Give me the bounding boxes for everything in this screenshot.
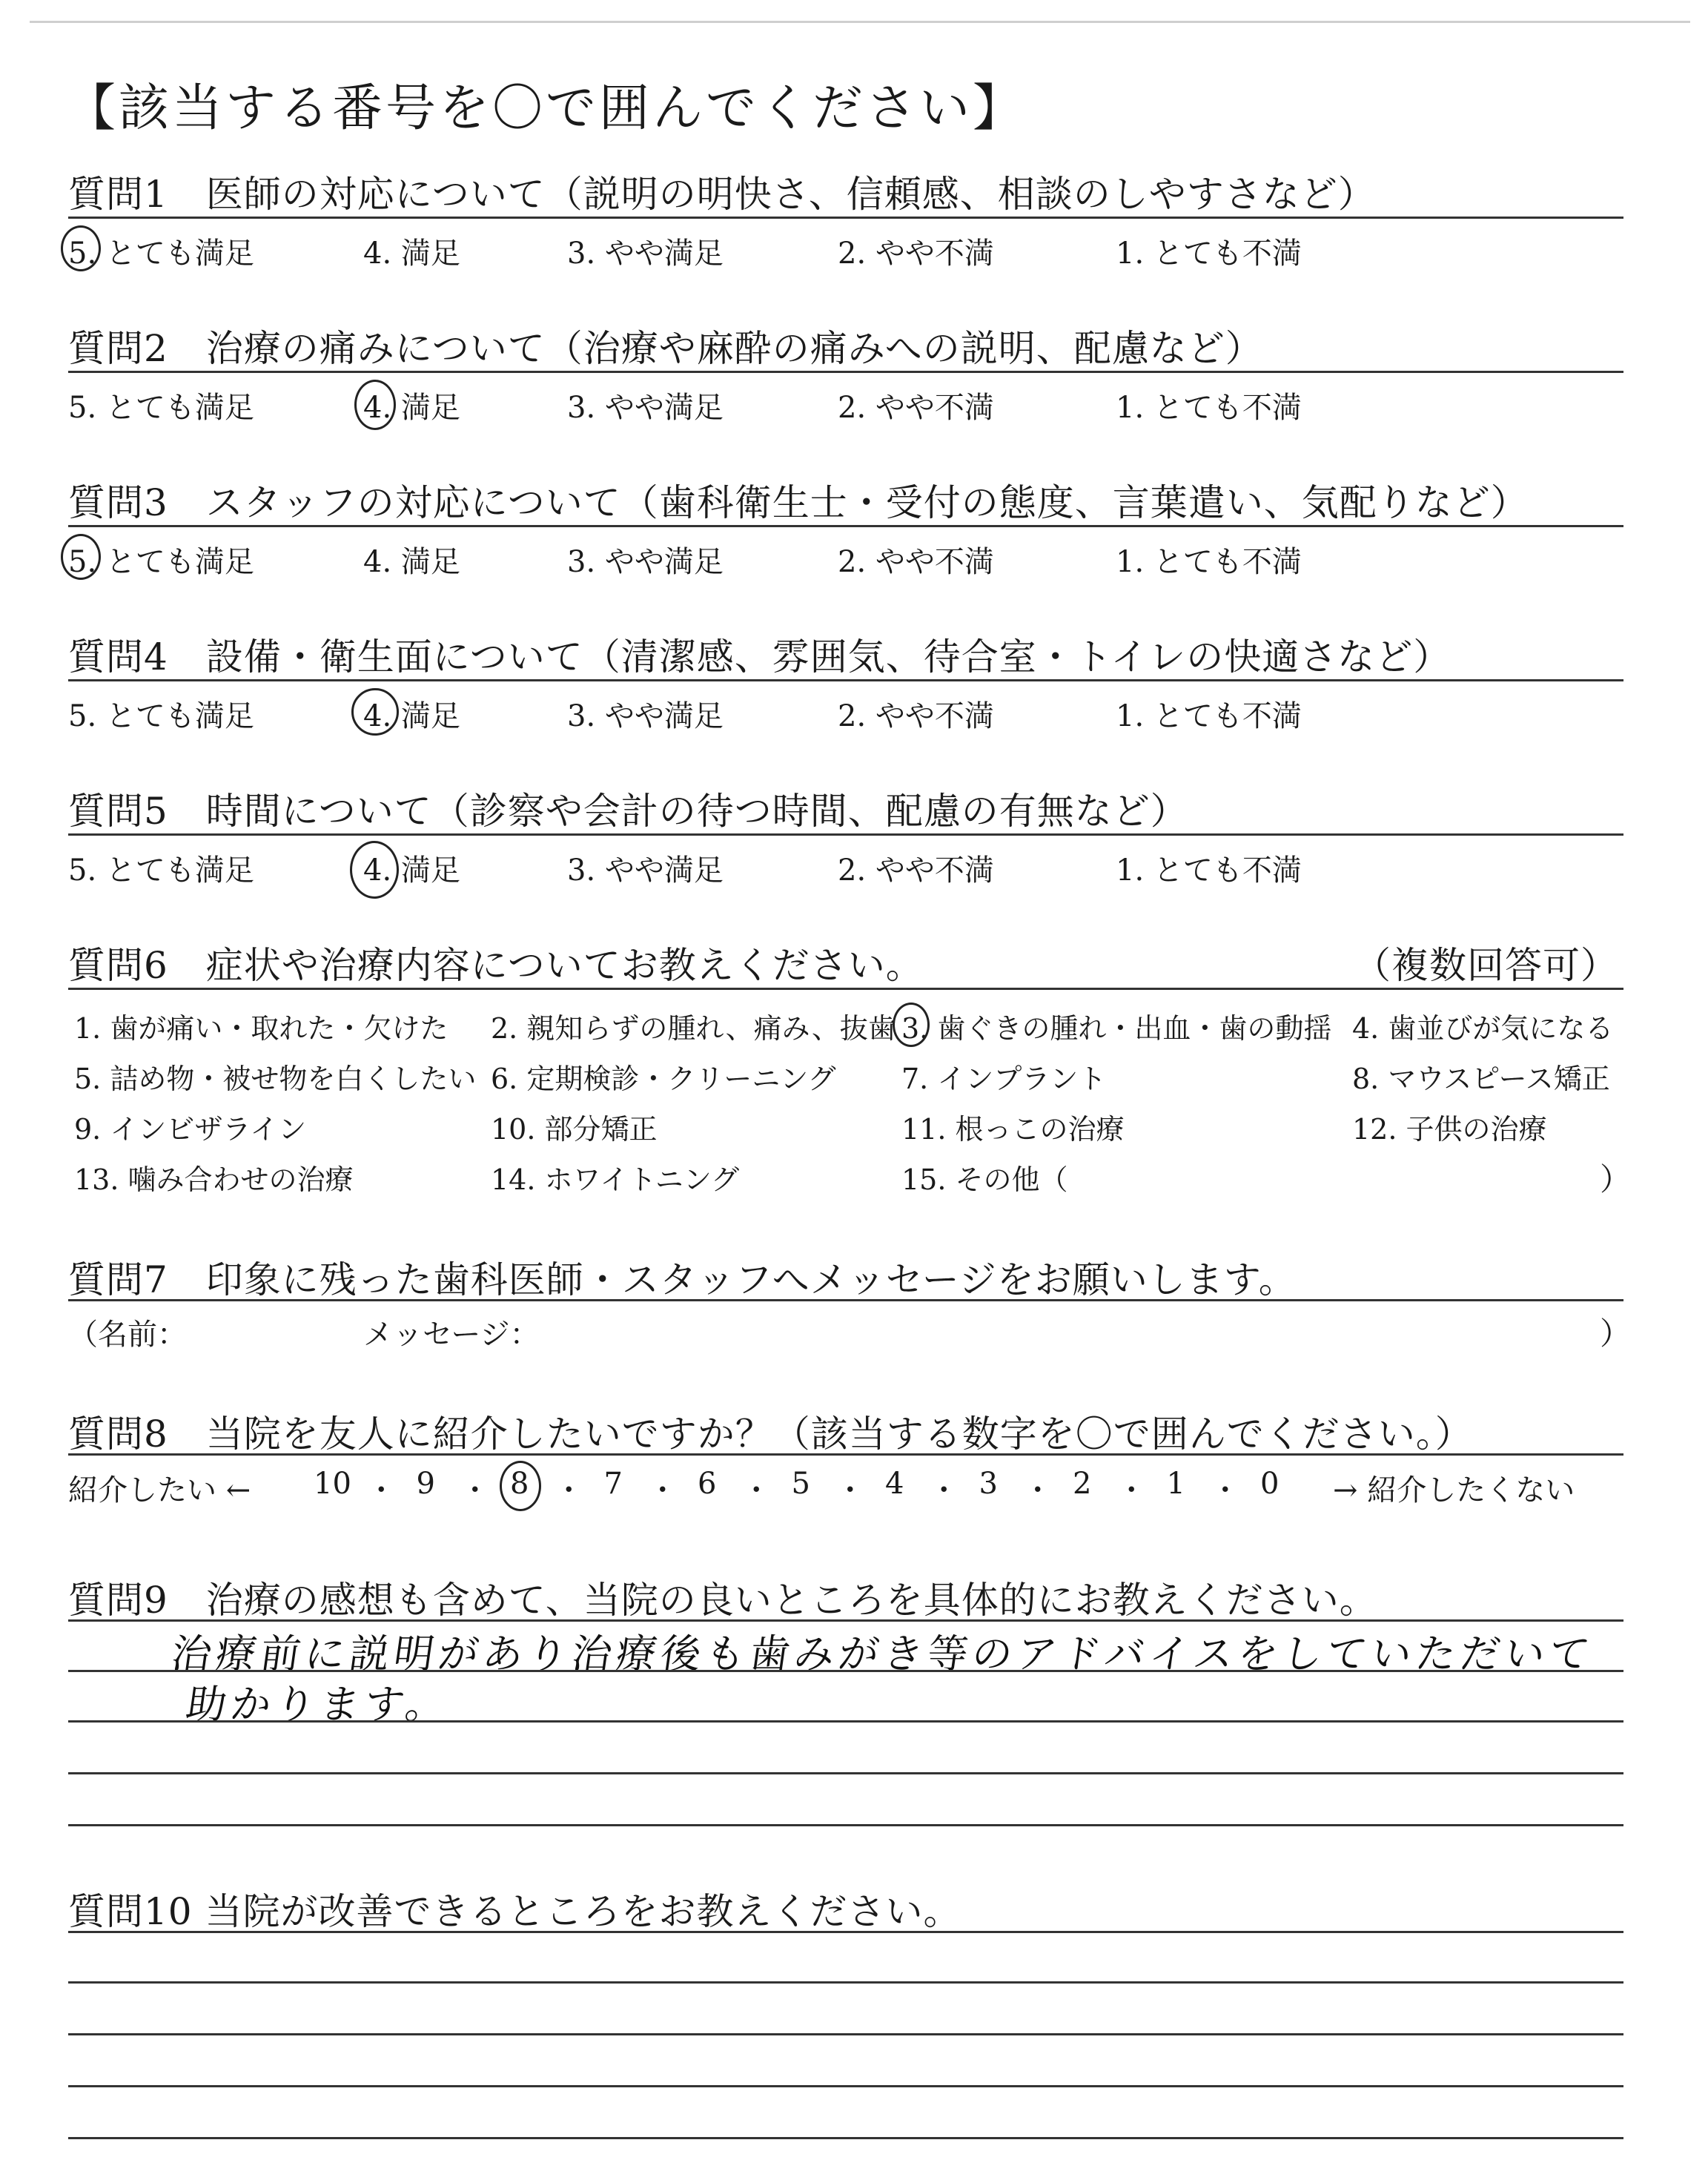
q5-option-4[interactable]: 4. 満足 <box>363 853 460 888</box>
q6-item-6[interactable]: 6. 定期検診・クリーニング <box>491 1063 836 1095</box>
q6-item-4[interactable]: 4. 歯並びが気になる <box>1352 1012 1614 1045</box>
question-10-label: 質問10 当院が改善できるところをお教えください。 <box>68 1890 961 1933</box>
q5-option-5[interactable]: 5. とても満足 <box>68 853 254 888</box>
q8-left-label: 紹介したい ← <box>68 1473 251 1507</box>
q5-option-3[interactable]: 3. やや満足 <box>567 853 724 888</box>
q6-item-15[interactable]: 15. その他（ <box>901 1163 1068 1196</box>
q9-writing-line <box>68 1670 1623 1672</box>
question-8-rule <box>68 1453 1623 1456</box>
q1-option-1[interactable]: 1. とても不満 <box>1116 237 1302 271</box>
q9-writing-line <box>68 1824 1623 1826</box>
question-3-label: 質問3 スタッフの対応について（歯科衛生士・受付の態度、言葉遣い、気配りなど） <box>68 481 1529 524</box>
q2-selection-circle <box>354 380 396 430</box>
q6-item-13[interactable]: 13. 噛み合わせの治療 <box>74 1163 354 1196</box>
q10-writing-line <box>68 2085 1623 2087</box>
question-9-rule <box>68 1619 1623 1622</box>
q1-option-3[interactable]: 3. やや満足 <box>567 237 724 271</box>
scan-edge-line <box>30 21 1690 23</box>
q2-option-1[interactable]: 1. とても不満 <box>1116 391 1302 425</box>
q8-scale-separator: ・ <box>366 1473 397 1507</box>
q6-item-10[interactable]: 10. 部分矯正 <box>491 1113 658 1146</box>
question-9-label: 質問9 治療の感想も含めて、当院の良いところを具体的にお教えください。 <box>68 1579 1377 1622</box>
q6-other-close-paren: ） <box>1600 1161 1632 1198</box>
q8-right-label: → 紹介したくない <box>1333 1473 1575 1507</box>
q8-scale-value[interactable]: 5 <box>791 1467 810 1501</box>
q6-item-8[interactable]: 8. マウスピース矯正 <box>1352 1063 1610 1095</box>
q8-scale-value[interactable]: 8 <box>510 1467 529 1501</box>
q8-scale-value[interactable]: 4 <box>885 1467 904 1501</box>
q1-option-4[interactable]: 4. 満足 <box>363 237 460 271</box>
question-4-label: 質問4 設備・衛生面について（清潔感、雰囲気、待合室・トイレの快適さなど） <box>68 635 1452 678</box>
q4-option-2[interactable]: 2. やや不満 <box>838 699 994 733</box>
q2-option-5[interactable]: 5. とても満足 <box>68 391 254 425</box>
q9-handwritten-answer-line-1: 治療前に説明があり治療後も歯みがき等のアドバイスをしていただいて <box>168 1631 1598 1677</box>
q8-scale-separator: ・ <box>554 1473 584 1507</box>
q2-option-4[interactable]: 4. 満足 <box>363 391 460 425</box>
q1-selection-circle <box>61 225 101 271</box>
q8-scale-value[interactable]: 7 <box>603 1467 623 1501</box>
question-6-note: （複数回答可） <box>1354 944 1618 987</box>
q9-writing-line <box>68 1772 1623 1774</box>
q6-item-1[interactable]: 1. 歯が痛い・取れた・欠けた <box>74 1012 448 1045</box>
q5-option-2[interactable]: 2. やや不満 <box>838 853 994 888</box>
question-8-label: 質問8 当院を友人に紹介したいですか？（該当する数字を〇で囲んでください。） <box>68 1413 1473 1456</box>
q3-option-1[interactable]: 1. とても不満 <box>1116 545 1302 579</box>
q4-option-5[interactable]: 5. とても満足 <box>68 699 254 733</box>
q6-item-12[interactable]: 12. 子供の治療 <box>1352 1113 1547 1146</box>
q6-selection-circle <box>893 1003 930 1047</box>
q8-selection-circle <box>500 1461 541 1511</box>
q6-item-2[interactable]: 2. 親知らずの腫れ、痛み、抜歯 <box>491 1012 896 1045</box>
q6-item-3[interactable]: 3. 歯ぐきの腫れ・出血・歯の動揺 <box>901 1012 1332 1045</box>
q7-close-paren: ） <box>1600 1315 1632 1352</box>
q8-scale-value[interactable]: 1 <box>1166 1467 1185 1501</box>
q8-scale-separator: ・ <box>1210 1473 1240 1507</box>
q4-option-1[interactable]: 1. とても不満 <box>1116 699 1302 733</box>
q3-option-5[interactable]: 5. とても満足 <box>68 545 254 579</box>
form-title: 【該当する番号を〇で囲んでください】 <box>65 79 1027 138</box>
q8-scale-separator: ・ <box>741 1473 772 1507</box>
q9-handwritten-answer-line-2: 助かります。 <box>183 1681 454 1728</box>
q8-scale-value[interactable]: 10 <box>314 1467 351 1501</box>
q7-name-label: （名前： <box>68 1318 187 1352</box>
q8-scale-separator: ・ <box>929 1473 959 1507</box>
q6-item-5[interactable]: 5. 詰め物・被せ物を白くしたい <box>74 1063 477 1095</box>
question-5-label: 質問5 時間について（診察や会計の待つ時間、配慮の有無など） <box>68 790 1188 833</box>
question-1-rule <box>68 217 1623 219</box>
q4-option-3[interactable]: 3. やや満足 <box>567 699 724 733</box>
question-4-rule <box>68 679 1623 681</box>
q6-item-11[interactable]: 11. 根っこの治療 <box>901 1113 1125 1146</box>
question-1-label: 質問1 医師の対応について（説明の明快さ、信頼感、相談のしやすさなど） <box>68 173 1376 216</box>
question-3-rule <box>68 525 1623 527</box>
q2-option-2[interactable]: 2. やや不満 <box>838 391 994 425</box>
question-5-rule <box>68 833 1623 836</box>
question-2-label: 質問2 治療の痛みについて（治療や麻酔の痛みへの説明、配慮など） <box>68 327 1263 370</box>
q9-writing-line <box>68 1720 1623 1723</box>
q4-option-4[interactable]: 4. 満足 <box>363 699 460 733</box>
q8-scale-separator: ・ <box>835 1473 865 1507</box>
q1-option-5[interactable]: 5. とても満足 <box>68 237 254 271</box>
q4-selection-circle <box>351 688 399 736</box>
question-7-rule <box>68 1299 1623 1301</box>
q8-scale-separator: ・ <box>1022 1473 1053 1507</box>
q3-option-2[interactable]: 2. やや不満 <box>838 545 994 579</box>
q5-option-1[interactable]: 1. とても不満 <box>1116 853 1302 888</box>
q6-item-7[interactable]: 7. インプラント <box>901 1063 1107 1095</box>
q2-option-3[interactable]: 3. やや満足 <box>567 391 724 425</box>
q8-scale-value[interactable]: 0 <box>1260 1467 1280 1501</box>
question-7-label: 質問7 印象に残った歯科医師・スタッフへメッセージをお願いします。 <box>68 1258 1297 1301</box>
question-6-rule <box>68 988 1623 990</box>
q5-selection-circle <box>350 841 399 899</box>
question-6-label: 質問6 症状や治療内容についてお教えください。 <box>68 944 924 987</box>
q8-scale-value[interactable]: 6 <box>698 1467 717 1501</box>
q10-writing-line <box>68 2137 1623 2139</box>
q8-scale-value[interactable]: 2 <box>1073 1467 1092 1501</box>
question-2-rule <box>68 371 1623 373</box>
q8-scale-value[interactable]: 3 <box>979 1467 998 1501</box>
question-10-rule <box>68 1931 1623 1933</box>
q10-writing-line <box>68 2033 1623 2035</box>
q10-writing-line <box>68 1981 1623 1984</box>
q6-item-9[interactable]: 9. インビザライン <box>74 1113 307 1146</box>
q7-message-label: メッセージ： <box>363 1318 540 1352</box>
q3-selection-circle <box>61 534 101 580</box>
q8-scale-value[interactable]: 9 <box>416 1467 435 1501</box>
q3-option-4[interactable]: 4. 満足 <box>363 545 460 579</box>
q8-scale-separator: ・ <box>1116 1473 1147 1507</box>
q8-scale-separator: ・ <box>460 1473 490 1507</box>
q6-item-14[interactable]: 14. ホワイトニング <box>491 1163 740 1196</box>
q1-option-2[interactable]: 2. やや不満 <box>838 237 994 271</box>
q3-option-3[interactable]: 3. やや満足 <box>567 545 724 579</box>
q8-scale-separator: ・ <box>647 1473 678 1507</box>
